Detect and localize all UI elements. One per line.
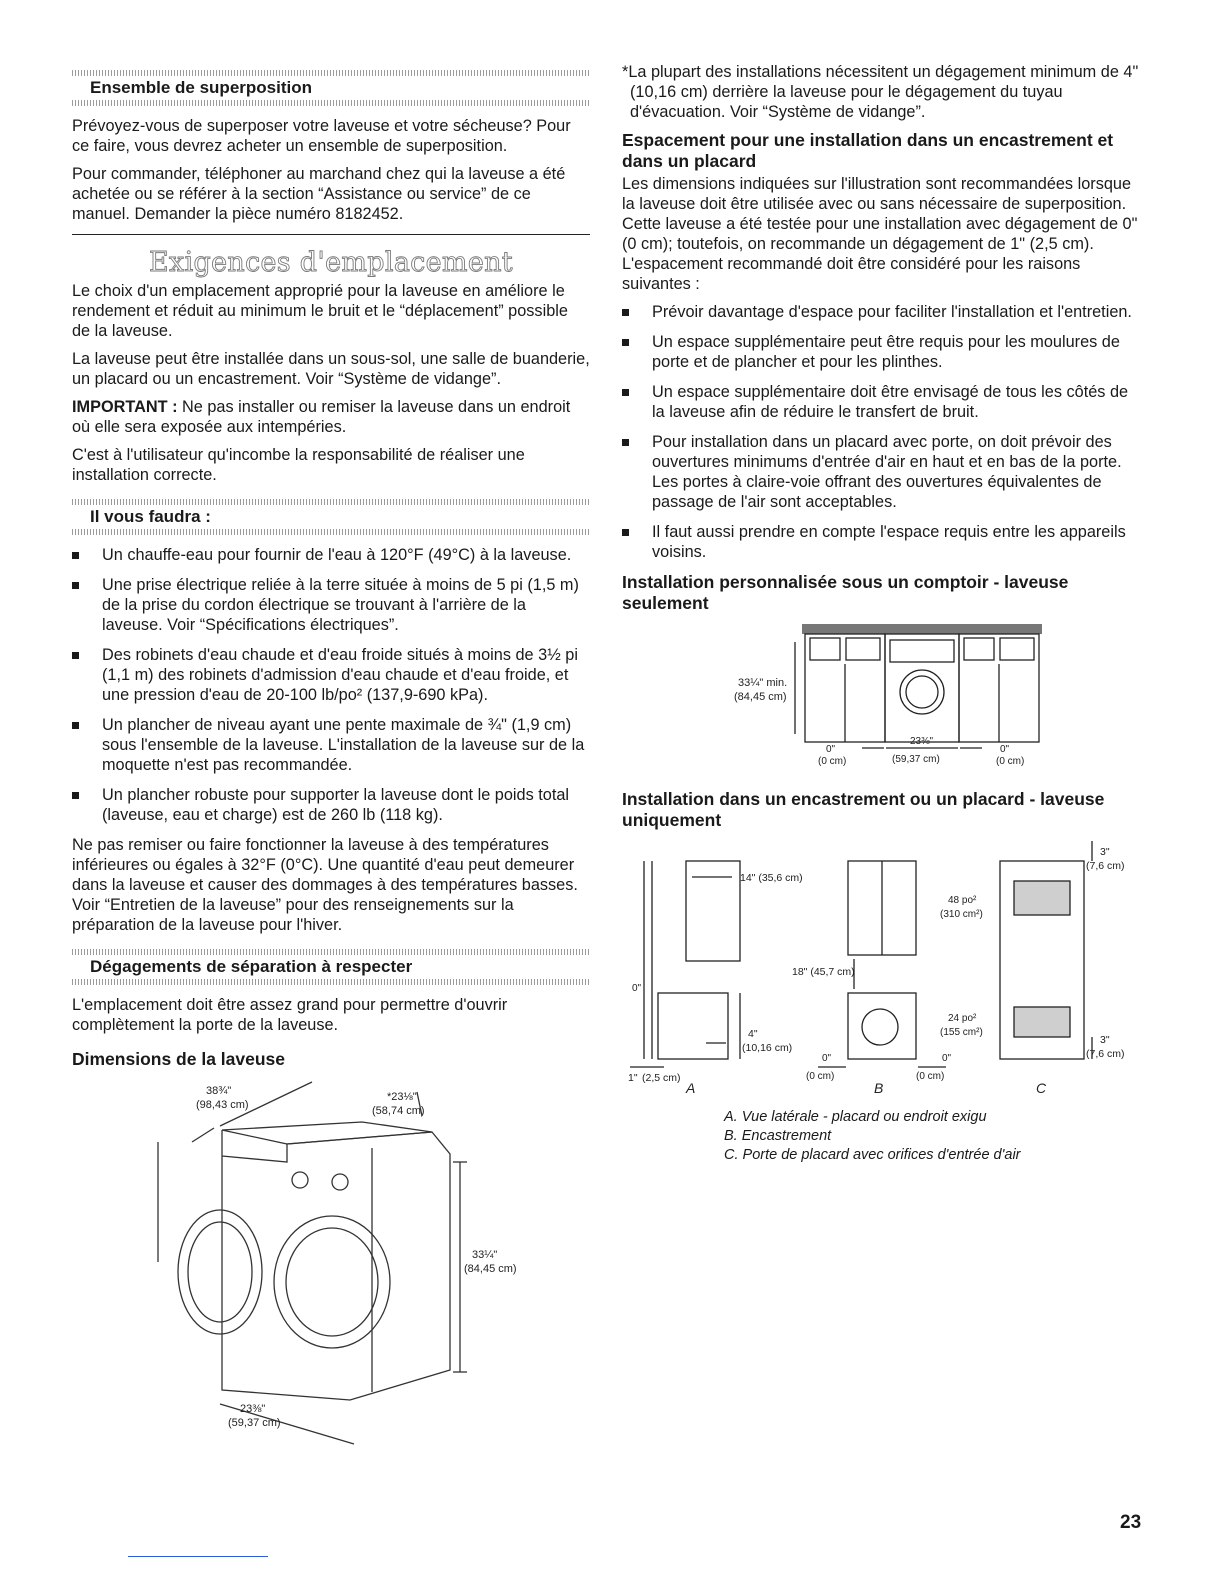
right-gap-label: 0" [1000, 744, 1010, 755]
degagements-section [72, 949, 590, 985]
espacement-list [622, 302, 1142, 562]
b-right-cm-label: (0 cm) [916, 1071, 945, 1082]
paragraph: Pour commander, téléphoner au marchand chez qui la laveuse a été achetée ou se référer à la section “Assistance ou service” de ce manuel. Demander la pièce numéro 8182452. [72, 165, 566, 223]
depth-cm-label: (98,43 cm) [196, 1099, 249, 1111]
left-gap-cm-label: (0 cm) [818, 756, 847, 766]
width-bottom-cm-label: (59,37 cm) [228, 1417, 281, 1429]
vent-bottom [1014, 1007, 1070, 1037]
paragraph: Ne pas remiser ou faire fonctionner la laveuse à des températures inférieures ou égales à 32°F (0°C). Une quantité d'eau peut demeurer dans la laveuse et causer des dommages à des températures basses. Voir “Entretien de la laveuse” pour des renseignements sur la préparation de la laveuse pour l'hiver. [72, 836, 578, 934]
a-zero-label: 0" [632, 983, 642, 994]
right-drawer [964, 638, 994, 660]
a-back-cm-label: (10,16 cm) [742, 1042, 793, 1054]
left-drawer [846, 638, 880, 660]
footer-rule [128, 1556, 268, 1557]
exigences-title: Exigences d'emplacement [149, 247, 513, 278]
important-paragraph [72, 397, 590, 437]
washer-door-glass [188, 1222, 252, 1322]
washer-door-open [178, 1210, 262, 1334]
height-label: 33¼" [472, 1249, 498, 1261]
bullet-square-icon [622, 529, 629, 536]
width-label: 23⅜" [910, 736, 934, 747]
degagements-heading: Dégagements de séparation à respecter [90, 957, 413, 976]
section-rule [72, 234, 590, 235]
washer-dimensions-figure [72, 1072, 590, 1452]
superposition-heading: Ensemble de superposition [90, 78, 312, 97]
washer-b [848, 993, 916, 1059]
page-number: 23 [1120, 1512, 1142, 1533]
caption-c: C. Porte de placard avec orifices d'entrée d'air [724, 1147, 1021, 1163]
footnote-paragraph: *La plupart des installations nécessitent un dégagement minimum de 4" (10,16 cm) derrière la laveuse pour le dégagement du tuyau d'évacuation. Voir “Système de vidange”. [622, 63, 1139, 121]
depth-arrow [192, 1128, 214, 1142]
b-top-label: 18" (45,7 cm) [792, 966, 855, 978]
bullet-square-icon [622, 389, 629, 396]
bullet-square-icon [622, 309, 629, 316]
b-left-cm-label: (0 cm) [806, 1071, 835, 1082]
upper-cabinet-a [686, 861, 740, 961]
superposition-section [72, 70, 590, 106]
a-top-label: 14" (35,6 cm) [740, 872, 803, 884]
hatch-divider [72, 979, 590, 985]
important-text: Ne pas installer ou remiser la laveuse dans un endroit où elle sera exposée aux intempéries. [72, 398, 571, 436]
list-item: Une prise électrique reliée à la terre située à moins de 5 pi (1,5 m) de la prise du cordon électrique se trouvant à l'arrière de la laveuse. Voir “Spécifications électriques”. [72, 575, 590, 635]
left-column [72, 62, 590, 1457]
washer-space [885, 634, 959, 742]
b-left-label: 0" [822, 1053, 832, 1064]
bullet-square-icon [72, 552, 79, 559]
washer-glass-icon [906, 676, 938, 708]
bullet-square-icon [72, 652, 79, 659]
paragraph: Prévoyez-vous de superposer votre laveuse et votre sécheuse? Pour ce faire, vous devrez acheter un ensemble de superposition. [72, 117, 571, 155]
faudra-heading: Il vous faudra : [90, 507, 211, 526]
washer-side-a [658, 993, 728, 1059]
figure-label-a: A [686, 1080, 696, 1095]
paragraph: Les dimensions indiquées sur l'illustration sont recommandées lorsque la laveuse doit être utilisée avec ou sans nécessaire de superposition. Cette laveuse a été testée pour une installation avec dégagement de 0" (0 cm); toutefois, on recommande un dégagement de 1" (2,5 cm). L'espacement recommandé doit être considéré pour les raisons suivantes : [622, 175, 1138, 293]
list-item: Un plancher robuste pour supporter la laveuse dont le poids total (laveuse, eau et charge) est de 260 lb (118 kg). [72, 785, 590, 825]
paragraph: C'est à l'utilisateur qu'incombe la responsabilité de réaliser une installation correcte. [72, 446, 525, 484]
right-gap-cm-label: (0 cm) [996, 756, 1025, 766]
list-item: Un chauffe-eau pour fournir de l'eau à 120°F (49°C) à la laveuse. [72, 545, 590, 565]
figure-label-c: C [1036, 1080, 1047, 1095]
hatch-divider [72, 529, 590, 535]
c-vent-top-cm-label: (310 cm²) [940, 909, 983, 920]
a-side-label: 1" [628, 1072, 638, 1084]
washer-body-outline [222, 1130, 450, 1400]
c-vent-top-label: 48 po² [948, 895, 977, 906]
list-item: Un espace supplémentaire peut être requis pour les moulures de porte et de plancher et pour les plinthes. [622, 332, 1142, 372]
c-vent-bottom-label: 24 po² [948, 1013, 977, 1024]
left-drawer [810, 638, 840, 660]
washer-top-edge [222, 1144, 287, 1162]
bullet-square-icon [72, 722, 79, 729]
c-vent-bottom-cm-label: (155 cm²) [940, 1027, 983, 1038]
a-back-label: 4" [748, 1028, 758, 1040]
caption-a: A. Vue latérale - placard ou endroit exigu [724, 1109, 987, 1125]
alcove-closet-figure [622, 833, 1142, 1095]
width-bottom-label: 23⅜" [240, 1403, 266, 1415]
right-drawer [1000, 638, 1034, 660]
paragraph: L'emplacement doit être assez grand pour permettre d'ouvrir complètement la porte de la laveuse. [72, 996, 508, 1034]
washer-dial-1-icon [292, 1172, 308, 1188]
bullet-square-icon [622, 439, 629, 446]
height-label: 33¼" min. [738, 677, 788, 689]
list-item: Pour installation dans un placard avec porte, on doit prévoir des ouvertures minimums d'entrée d'air en haut et en bas de la porte. Les portes à claire-voie offrant des ouvertures équivalentes de passage de l'air sont acceptables. [622, 432, 1142, 512]
hatch-divider [72, 100, 590, 106]
b-right-label: 0" [942, 1053, 952, 1064]
vent-top [1014, 881, 1070, 915]
c-top-cm-label: (7,6 cm) [1086, 860, 1125, 872]
width-top-label: *23⅛" [387, 1091, 417, 1103]
c-bottom-cm-label: (7,6 cm) [1086, 1048, 1125, 1060]
width-top-cm-label: (58,74 cm) [372, 1105, 425, 1117]
list-item: Un plancher de niveau ayant une pente maximale de ¾" (1,9 cm) sous l'ensemble de la laveuse. L'installation de la laveuse sur de la moquette n'est pas recommandée. [72, 715, 590, 775]
washer-dial-2-icon [332, 1174, 348, 1190]
list-item: Il faut aussi prendre en compte l'espace requis entre les appareils voisins. [622, 522, 1142, 562]
under-counter-figure [622, 616, 1142, 766]
width-cm-label: (59,37 cm) [892, 754, 940, 765]
figure-label-b: B [874, 1080, 884, 1095]
paragraph: Le choix d'un emplacement approprié pour la laveuse en améliore le rendement et réduit au minimum le bruit et le “déplacement” possible de la laveuse. [72, 282, 568, 340]
dims-heading: Dimensions de la laveuse [72, 1049, 286, 1069]
bullet-square-icon [72, 792, 79, 799]
caption-b: B. Encastrement [724, 1128, 832, 1144]
left-gap-label: 0" [826, 744, 836, 755]
bullet-square-icon [622, 339, 629, 346]
washer-drum [286, 1228, 378, 1336]
list-item: Des robinets d'eau chaude et d'eau froide situés à moins de 3½ pi (1,1 m) des robinets d'admission d'eau chaude et d'eau froide, et une pression d'eau de 20-100 lb/po² (137,9-690 kPa). [72, 645, 590, 705]
figure-captions [724, 1108, 1142, 1165]
a-side-cm-label: (2,5 cm) [642, 1072, 681, 1084]
height-cm-label: (84,45 cm) [734, 691, 787, 703]
washer-console [890, 640, 954, 662]
faudra-section [72, 499, 590, 535]
requirements-list [72, 545, 590, 825]
espacement-heading: Espacement pour une installation dans un encastrement et dans un placard [622, 130, 1114, 171]
washer-door-b-icon [862, 1009, 898, 1045]
list-item: Un espace supplémentaire doit être envisagé de tous les côtés de la laveuse afin de réduire le transfert de bruit. [622, 382, 1142, 422]
c-bottom-label: 3" [1100, 1034, 1110, 1046]
paragraph: La laveuse peut être installée dans un sous-sol, une salle de buanderie, un placard ou un encastrement. Voir “Système de vidange”. [72, 350, 590, 388]
list-item: Prévoir davantage d'espace pour faciliter l'installation et l'entretien. [622, 302, 1142, 322]
comptoir-heading: Installation personnalisée sous un comptoir - laveuse seulement [622, 572, 1069, 613]
important-label: IMPORTANT : [72, 398, 178, 416]
encastrement-heading: Installation dans un encastrement ou un placard - laveuse uniquement [622, 789, 1105, 830]
countertop [802, 624, 1042, 634]
depth-label: 38¾" [206, 1085, 232, 1097]
right-column [622, 62, 1142, 1165]
c-top-label: 3" [1100, 846, 1110, 858]
bullet-square-icon [72, 582, 79, 589]
height-cm-label: (84,45 cm) [464, 1263, 517, 1275]
